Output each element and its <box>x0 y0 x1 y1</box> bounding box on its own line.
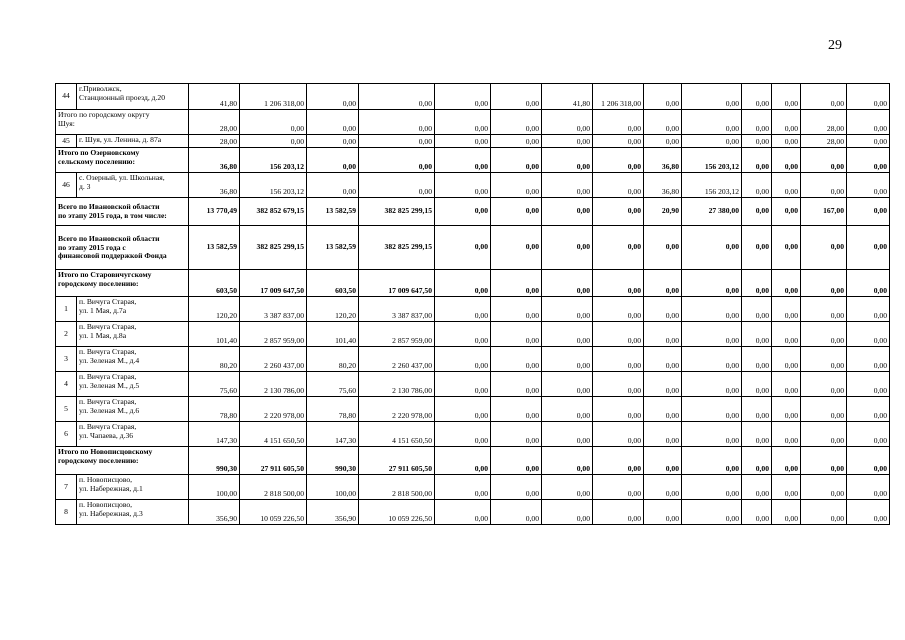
value-cell: 0,00 <box>847 110 890 135</box>
value-cell: 0,00 <box>644 84 682 110</box>
value-cell: 0,00 <box>644 226 682 270</box>
value-cell: 0,00 <box>644 447 682 475</box>
value-cell: 0,00 <box>742 148 772 173</box>
value-cell: 100,00 <box>307 475 359 500</box>
value-cell: 0,00 <box>435 297 491 322</box>
value-cell: 0,00 <box>847 447 890 475</box>
value-cell: 101,40 <box>189 322 240 347</box>
value-cell: 0,00 <box>593 198 644 226</box>
value-cell: 36,80 <box>644 148 682 173</box>
row-number: 8 <box>56 500 77 525</box>
value-cell: 0,00 <box>801 397 847 422</box>
value-cell: 603,50 <box>307 270 359 297</box>
value-cell: 0,00 <box>801 148 847 173</box>
value-cell: 28,00 <box>801 135 847 148</box>
row-number: 7 <box>56 475 77 500</box>
value-cell: 0,00 <box>772 198 801 226</box>
value-cell: 80,20 <box>307 347 359 372</box>
value-cell: 2 130 786,00 <box>240 372 307 397</box>
value-cell: 78,80 <box>307 397 359 422</box>
value-cell: 36,80 <box>189 148 240 173</box>
value-cell: 0,00 <box>801 475 847 500</box>
value-cell: 0,00 <box>644 110 682 135</box>
value-cell: 0,00 <box>801 84 847 110</box>
value-cell: 0,00 <box>682 322 742 347</box>
value-cell: 0,00 <box>801 173 847 198</box>
value-cell: 0,00 <box>491 135 542 148</box>
page-number: 29 <box>828 38 842 53</box>
value-cell: 0,00 <box>644 347 682 372</box>
value-cell: 0,00 <box>542 397 593 422</box>
value-cell: 603,50 <box>189 270 240 297</box>
value-cell: 0,00 <box>772 322 801 347</box>
grand-total-row <box>56 198 890 226</box>
row-number: 1 <box>56 297 77 322</box>
value-cell: 0,00 <box>772 372 801 397</box>
value-cell: 156 203,12 <box>682 148 742 173</box>
value-cell: 0,00 <box>593 148 644 173</box>
value-cell: 0,00 <box>307 110 359 135</box>
value-cell: 0,00 <box>772 148 801 173</box>
value-cell: 0,00 <box>542 447 593 475</box>
value-cell: 0,00 <box>682 84 742 110</box>
value-cell: 27 380,00 <box>682 198 742 226</box>
value-cell: 0,00 <box>644 135 682 148</box>
value-cell: 0,00 <box>772 447 801 475</box>
address-cell: г.Приволжск, Станционный проезд, д.20 <box>77 84 189 110</box>
value-cell: 0,00 <box>593 226 644 270</box>
value-cell: 990,30 <box>189 447 240 475</box>
value-cell: 0,00 <box>435 372 491 397</box>
value-cell: 0,00 <box>644 270 682 297</box>
value-cell: 0,00 <box>435 198 491 226</box>
value-cell: 2 220 978,00 <box>359 397 435 422</box>
value-cell: 36,80 <box>644 173 682 198</box>
value-cell: 0,00 <box>801 422 847 447</box>
value-cell: 0,00 <box>742 447 772 475</box>
value-cell: 0,00 <box>801 297 847 322</box>
value-cell: 0,00 <box>359 135 435 148</box>
value-cell: 0,00 <box>307 135 359 148</box>
value-cell: 0,00 <box>542 347 593 372</box>
value-cell: 0,00 <box>801 447 847 475</box>
table-row <box>56 322 890 347</box>
subtotal-row <box>56 447 890 475</box>
value-cell: 0,00 <box>801 270 847 297</box>
value-cell: 2 130 786,00 <box>359 372 435 397</box>
value-cell: 0,00 <box>742 500 772 525</box>
value-cell: 0,00 <box>435 110 491 135</box>
value-cell: 0,00 <box>742 322 772 347</box>
value-cell: 0,00 <box>742 135 772 148</box>
value-cell: 0,00 <box>742 397 772 422</box>
value-cell: 0,00 <box>772 226 801 270</box>
row-number: 44 <box>56 84 77 110</box>
value-cell: 0,00 <box>435 500 491 525</box>
address-cell: п. Новописцово, ул. Набережная, д.3 <box>77 500 189 525</box>
value-cell: 0,00 <box>491 322 542 347</box>
value-cell: 0,00 <box>847 422 890 447</box>
total-label: Итого по Озерновскому сельскому поселению: <box>56 148 189 173</box>
value-cell: 0,00 <box>801 500 847 525</box>
value-cell: 156 203,12 <box>240 148 307 173</box>
value-cell: 100,00 <box>189 475 240 500</box>
value-cell: 101,40 <box>307 322 359 347</box>
value-cell: 0,00 <box>682 270 742 297</box>
subtotal-row <box>56 148 890 173</box>
value-cell: 0,00 <box>644 475 682 500</box>
table-row <box>56 372 890 397</box>
value-cell: 28,00 <box>801 110 847 135</box>
value-cell: 0,00 <box>542 226 593 270</box>
value-cell: 0,00 <box>644 297 682 322</box>
value-cell: 0,00 <box>359 148 435 173</box>
value-cell: 78,80 <box>189 397 240 422</box>
value-cell: 13 582,59 <box>189 226 240 270</box>
value-cell: 0,00 <box>847 475 890 500</box>
value-cell: 0,00 <box>801 347 847 372</box>
value-cell: 0,00 <box>593 347 644 372</box>
total-label: Всего по Ивановской области по этапу 2015 года с финансовой поддержкой Фонда <box>56 226 189 270</box>
value-cell: 0,00 <box>435 173 491 198</box>
table-row <box>56 347 890 372</box>
value-cell: 0,00 <box>307 148 359 173</box>
value-cell: 0,00 <box>491 148 542 173</box>
total-label: Итого по городскому округу Шуя: <box>56 110 189 135</box>
value-cell: 4 151 650,50 <box>240 422 307 447</box>
value-cell: 0,00 <box>772 297 801 322</box>
value-cell: 0,00 <box>359 84 435 110</box>
value-cell: 147,30 <box>189 422 240 447</box>
value-cell: 0,00 <box>542 110 593 135</box>
address-cell: п. Вичуга Старая, ул. Чапаева, д.36 <box>77 422 189 447</box>
total-label: Всего по Ивановской области по этапу 2015 года, в том числе: <box>56 198 189 226</box>
value-cell: 0,00 <box>682 135 742 148</box>
value-cell: 41,80 <box>189 84 240 110</box>
value-cell: 0,00 <box>742 347 772 372</box>
value-cell: 0,00 <box>742 372 772 397</box>
row-number: 2 <box>56 322 77 347</box>
value-cell: 36,80 <box>189 173 240 198</box>
value-cell: 0,00 <box>772 347 801 372</box>
value-cell: 0,00 <box>742 475 772 500</box>
value-cell: 0,00 <box>593 447 644 475</box>
value-cell: 990,30 <box>307 447 359 475</box>
address-cell: п. Вичуга Старая, ул. 1 Мая, д.7а <box>77 297 189 322</box>
value-cell: 0,00 <box>491 372 542 397</box>
value-cell: 20,90 <box>644 198 682 226</box>
address-cell: п. Вичуга Старая, ул. Зеленая М., д.5 <box>77 372 189 397</box>
value-cell: 0,00 <box>772 500 801 525</box>
value-cell: 0,00 <box>847 297 890 322</box>
value-cell: 27 911 605,50 <box>359 447 435 475</box>
value-cell: 382 825 299,15 <box>359 226 435 270</box>
value-cell: 167,00 <box>801 198 847 226</box>
value-cell: 10 059 226,50 <box>240 500 307 525</box>
value-cell: 0,00 <box>435 135 491 148</box>
value-cell: 0,00 <box>593 110 644 135</box>
value-cell: 0,00 <box>801 226 847 270</box>
value-cell: 0,00 <box>847 198 890 226</box>
value-cell: 0,00 <box>542 198 593 226</box>
value-cell: 147,30 <box>307 422 359 447</box>
value-cell: 0,00 <box>682 475 742 500</box>
row-number: 4 <box>56 372 77 397</box>
value-cell: 0,00 <box>742 110 772 135</box>
address-cell: с. Озерный, ул. Школьная, д. 3 <box>77 173 189 198</box>
value-cell: 0,00 <box>593 322 644 347</box>
value-cell: 13 582,59 <box>307 226 359 270</box>
value-cell: 0,00 <box>542 475 593 500</box>
value-cell: 0,00 <box>742 84 772 110</box>
value-cell: 27 911 605,50 <box>240 447 307 475</box>
value-cell: 0,00 <box>435 84 491 110</box>
value-cell: 2 857 959,00 <box>359 322 435 347</box>
value-cell: 0,00 <box>682 347 742 372</box>
value-cell: 0,00 <box>772 397 801 422</box>
value-cell: 0,00 <box>644 500 682 525</box>
value-cell: 0,00 <box>593 475 644 500</box>
value-cell: 41,80 <box>542 84 593 110</box>
table-row <box>56 500 890 525</box>
value-cell: 0,00 <box>491 84 542 110</box>
value-cell: 0,00 <box>491 297 542 322</box>
value-cell: 0,00 <box>542 322 593 347</box>
value-cell: 0,00 <box>593 270 644 297</box>
value-cell: 0,00 <box>435 270 491 297</box>
grand-total-row <box>56 226 890 270</box>
value-cell: 0,00 <box>593 500 644 525</box>
row-number: 6 <box>56 422 77 447</box>
value-cell: 0,00 <box>772 173 801 198</box>
value-cell: 75,60 <box>189 372 240 397</box>
value-cell: 0,00 <box>644 422 682 447</box>
value-cell: 0,00 <box>593 397 644 422</box>
value-cell: 0,00 <box>742 198 772 226</box>
table-row <box>56 475 890 500</box>
value-cell: 0,00 <box>491 226 542 270</box>
table-row <box>56 173 890 198</box>
value-cell: 0,00 <box>847 173 890 198</box>
value-cell: 0,00 <box>491 347 542 372</box>
value-cell: 0,00 <box>307 173 359 198</box>
value-cell: 0,00 <box>435 148 491 173</box>
value-cell: 2 260 437,00 <box>359 347 435 372</box>
table-row <box>56 397 890 422</box>
table-row <box>56 422 890 447</box>
value-cell: 2 857 959,00 <box>240 322 307 347</box>
value-cell: 0,00 <box>847 135 890 148</box>
value-cell: 0,00 <box>847 347 890 372</box>
value-cell: 0,00 <box>542 297 593 322</box>
value-cell: 0,00 <box>542 500 593 525</box>
value-cell: 0,00 <box>742 270 772 297</box>
value-cell: 17 009 647,50 <box>240 270 307 297</box>
value-cell: 0,00 <box>682 297 742 322</box>
value-cell: 2 260 437,00 <box>240 347 307 372</box>
housing-program-table <box>55 83 890 525</box>
value-cell: 10 059 226,50 <box>359 500 435 525</box>
value-cell: 0,00 <box>491 500 542 525</box>
value-cell: 382 825 299,15 <box>359 198 435 226</box>
value-cell: 0,00 <box>644 322 682 347</box>
value-cell: 0,00 <box>772 270 801 297</box>
value-cell: 1 206 318,00 <box>593 84 644 110</box>
value-cell: 0,00 <box>491 198 542 226</box>
value-cell: 156 203,12 <box>240 173 307 198</box>
value-cell: 4 151 650,50 <box>359 422 435 447</box>
value-cell: 0,00 <box>593 422 644 447</box>
value-cell: 0,00 <box>772 422 801 447</box>
value-cell: 0,00 <box>801 322 847 347</box>
value-cell: 0,00 <box>542 173 593 198</box>
value-cell: 0,00 <box>772 135 801 148</box>
row-number: 46 <box>56 173 77 198</box>
subtotal-row <box>56 110 890 135</box>
value-cell: 0,00 <box>644 397 682 422</box>
value-cell: 0,00 <box>682 422 742 447</box>
value-cell: 0,00 <box>542 148 593 173</box>
value-cell: 0,00 <box>435 347 491 372</box>
total-label: Итого по Новописцовскому городскому поселению: <box>56 447 189 475</box>
row-number: 3 <box>56 347 77 372</box>
value-cell: 0,00 <box>240 135 307 148</box>
value-cell: 0,00 <box>307 84 359 110</box>
value-cell: 0,00 <box>772 110 801 135</box>
value-cell: 0,00 <box>801 372 847 397</box>
subtotal-row <box>56 270 890 297</box>
row-number: 5 <box>56 397 77 422</box>
value-cell: 0,00 <box>593 372 644 397</box>
value-cell: 0,00 <box>772 475 801 500</box>
value-cell: 0,00 <box>491 397 542 422</box>
value-cell: 0,00 <box>435 226 491 270</box>
value-cell: 0,00 <box>542 270 593 297</box>
value-cell: 382 852 679,15 <box>240 198 307 226</box>
value-cell: 0,00 <box>542 372 593 397</box>
value-cell: 0,00 <box>542 422 593 447</box>
value-cell: 80,20 <box>189 347 240 372</box>
value-cell: 0,00 <box>240 110 307 135</box>
value-cell: 0,00 <box>847 148 890 173</box>
value-cell: 0,00 <box>847 372 890 397</box>
value-cell: 0,00 <box>435 322 491 347</box>
value-cell: 13 770,49 <box>189 198 240 226</box>
address-cell: п. Вичуга Старая, ул. Зеленая М., д.4 <box>77 347 189 372</box>
value-cell: 0,00 <box>435 422 491 447</box>
address-cell: п. Новописцово, ул. Набережная, д.1 <box>77 475 189 500</box>
value-cell: 75,60 <box>307 372 359 397</box>
value-cell: 0,00 <box>682 372 742 397</box>
value-cell: 120,20 <box>307 297 359 322</box>
value-cell: 0,00 <box>742 422 772 447</box>
value-cell: 2 818 500,00 <box>240 475 307 500</box>
value-cell: 156 203,12 <box>682 173 742 198</box>
value-cell: 0,00 <box>742 226 772 270</box>
address-cell: г. Шуя, ул. Ленина, д. 87а <box>77 135 189 148</box>
value-cell: 0,00 <box>682 110 742 135</box>
value-cell: 0,00 <box>593 173 644 198</box>
value-cell: 0,00 <box>491 447 542 475</box>
value-cell: 13 582,59 <box>307 198 359 226</box>
value-cell: 0,00 <box>772 84 801 110</box>
value-cell: 0,00 <box>491 422 542 447</box>
value-cell: 356,90 <box>189 500 240 525</box>
value-cell: 0,00 <box>435 475 491 500</box>
value-cell: 0,00 <box>491 270 542 297</box>
value-cell: 0,00 <box>491 110 542 135</box>
value-cell: 3 387 837,00 <box>359 297 435 322</box>
value-cell: 0,00 <box>847 270 890 297</box>
table-row <box>56 84 890 110</box>
value-cell: 0,00 <box>542 135 593 148</box>
value-cell: 0,00 <box>847 500 890 525</box>
value-cell: 0,00 <box>359 173 435 198</box>
value-cell: 3 387 837,00 <box>240 297 307 322</box>
value-cell: 0,00 <box>435 447 491 475</box>
value-cell: 0,00 <box>644 372 682 397</box>
address-cell: п. Вичуга Старая, ул. Зеленая М., д.6 <box>77 397 189 422</box>
value-cell: 0,00 <box>847 397 890 422</box>
value-cell: 0,00 <box>847 84 890 110</box>
value-cell: 0,00 <box>435 397 491 422</box>
row-number: 45 <box>56 135 77 148</box>
value-cell: 2 220 978,00 <box>240 397 307 422</box>
value-cell: 1 206 318,00 <box>240 84 307 110</box>
value-cell: 0,00 <box>359 110 435 135</box>
value-cell: 0,00 <box>593 135 644 148</box>
value-cell: 0,00 <box>491 475 542 500</box>
value-cell: 382 825 299,15 <box>240 226 307 270</box>
value-cell: 17 009 647,50 <box>359 270 435 297</box>
value-cell: 0,00 <box>847 226 890 270</box>
table-row <box>56 297 890 322</box>
value-cell: 28,00 <box>189 110 240 135</box>
value-cell: 356,90 <box>307 500 359 525</box>
value-cell: 0,00 <box>742 297 772 322</box>
value-cell: 0,00 <box>742 173 772 198</box>
table-row <box>56 135 890 148</box>
value-cell: 28,00 <box>189 135 240 148</box>
total-label: Итого по Старовичугскому городскому поселению: <box>56 270 189 297</box>
value-cell: 0,00 <box>847 322 890 347</box>
value-cell: 0,00 <box>682 397 742 422</box>
value-cell: 120,20 <box>189 297 240 322</box>
value-cell: 0,00 <box>682 226 742 270</box>
value-cell: 0,00 <box>682 500 742 525</box>
value-cell: 0,00 <box>491 173 542 198</box>
value-cell: 0,00 <box>682 447 742 475</box>
value-cell: 2 818 500,00 <box>359 475 435 500</box>
value-cell: 0,00 <box>593 297 644 322</box>
address-cell: п. Вичуга Старая, ул. 1 Мая, д.8а <box>77 322 189 347</box>
